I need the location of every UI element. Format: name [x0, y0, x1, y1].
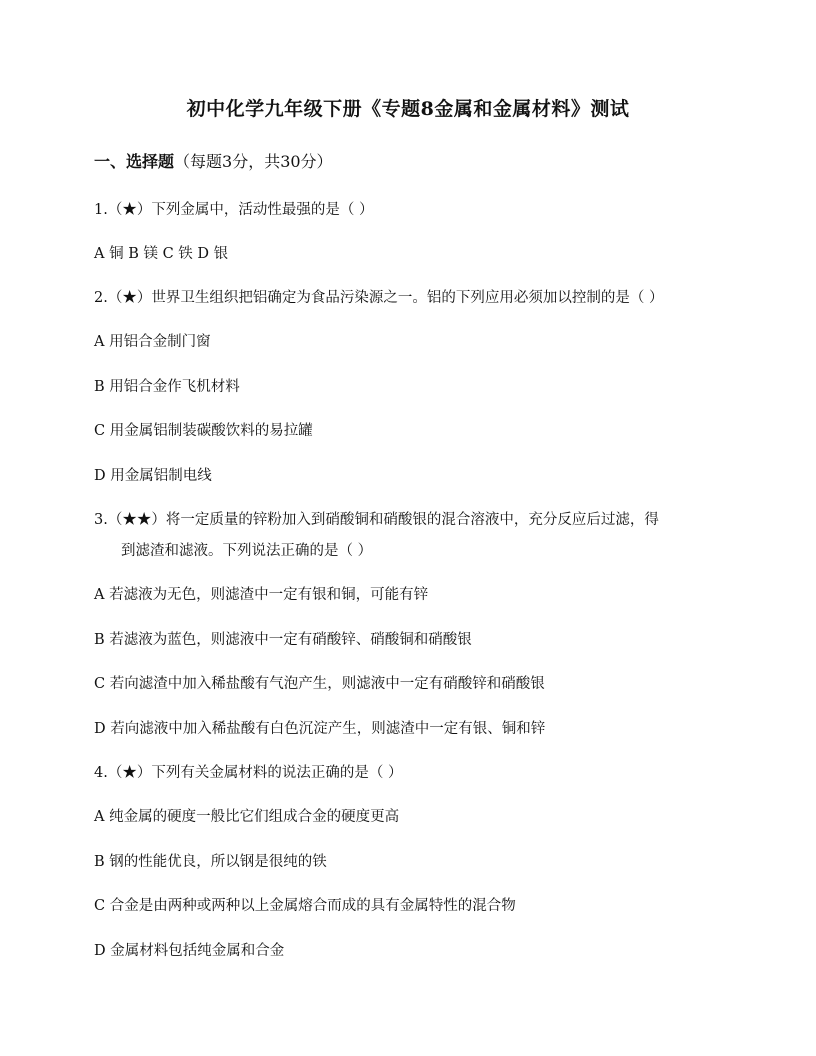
question-3-option-c: C 若向滤渣中加入稀盐酸有气泡产生，则滤液中一定有硝酸锌和硝酸银: [94, 676, 545, 692]
question-3-option-a: A 若滤液为无色，则滤渣中一定有银和铜，可能有锌: [94, 587, 429, 603]
section-heading: [94, 150, 333, 174]
question-3-option-d: D 若向滤液中加入稀盐酸有白色沉淀产生，则滤渣中一定有银、铜和锌: [94, 721, 546, 737]
question-1-stem: 1.（★）下列金属中，活动性最强的是（ ）: [94, 202, 374, 218]
question-4-option-b: B 钢的性能优良，所以钢是很纯的铁: [94, 854, 327, 870]
section-heading-note: （每题3分，共30分）: [174, 152, 333, 171]
question-4-stem: 4.（★）下列有关金属材料的说法正确的是（ ）: [94, 765, 403, 781]
question-3-stem-continued: 到滤渣和滤液。下列说法正确的是（ ）: [121, 543, 373, 559]
document-title: 初中化学九年级下册《专题8金属和金属材料》测试: [186, 98, 630, 120]
question-2-stem: 2.（★）世界卫生组织把铝确定为食品污染源之一。铝的下列应用必须加以控制的是（ ）: [94, 290, 664, 306]
question-2-option-a: A 用铝合金制门窗: [94, 334, 211, 350]
section-heading-label: 一、选择题: [94, 152, 175, 171]
question-1-options: A 铜 B 镁 C 铁 D 银: [94, 246, 229, 262]
question-3-stem: 3.（★★）将一定质量的锌粉加入到硝酸铜和硝酸银的混合溶液中，充分反应后过滤，得: [94, 512, 659, 528]
question-2-option-b: B 用铝合金作飞机材料: [94, 379, 240, 395]
question-2-option-c: C 用金属铝制装碳酸饮料的易拉罐: [94, 423, 313, 439]
question-3-option-b: B 若滤液为蓝色，则滤液中一定有硝酸锌、硝酸铜和硝酸银: [94, 632, 472, 648]
question-2-option-d: D 用金属铝制电线: [94, 468, 212, 484]
question-4-option-c: C 合金是由两种或两种以上金属熔合而成的具有金属特性的混合物: [94, 898, 516, 914]
question-4-option-d: D 金属材料包括纯金属和合金: [94, 943, 285, 959]
question-4-option-a: A 纯金属的硬度一般比它们组成合金的硬度更高: [94, 809, 400, 825]
